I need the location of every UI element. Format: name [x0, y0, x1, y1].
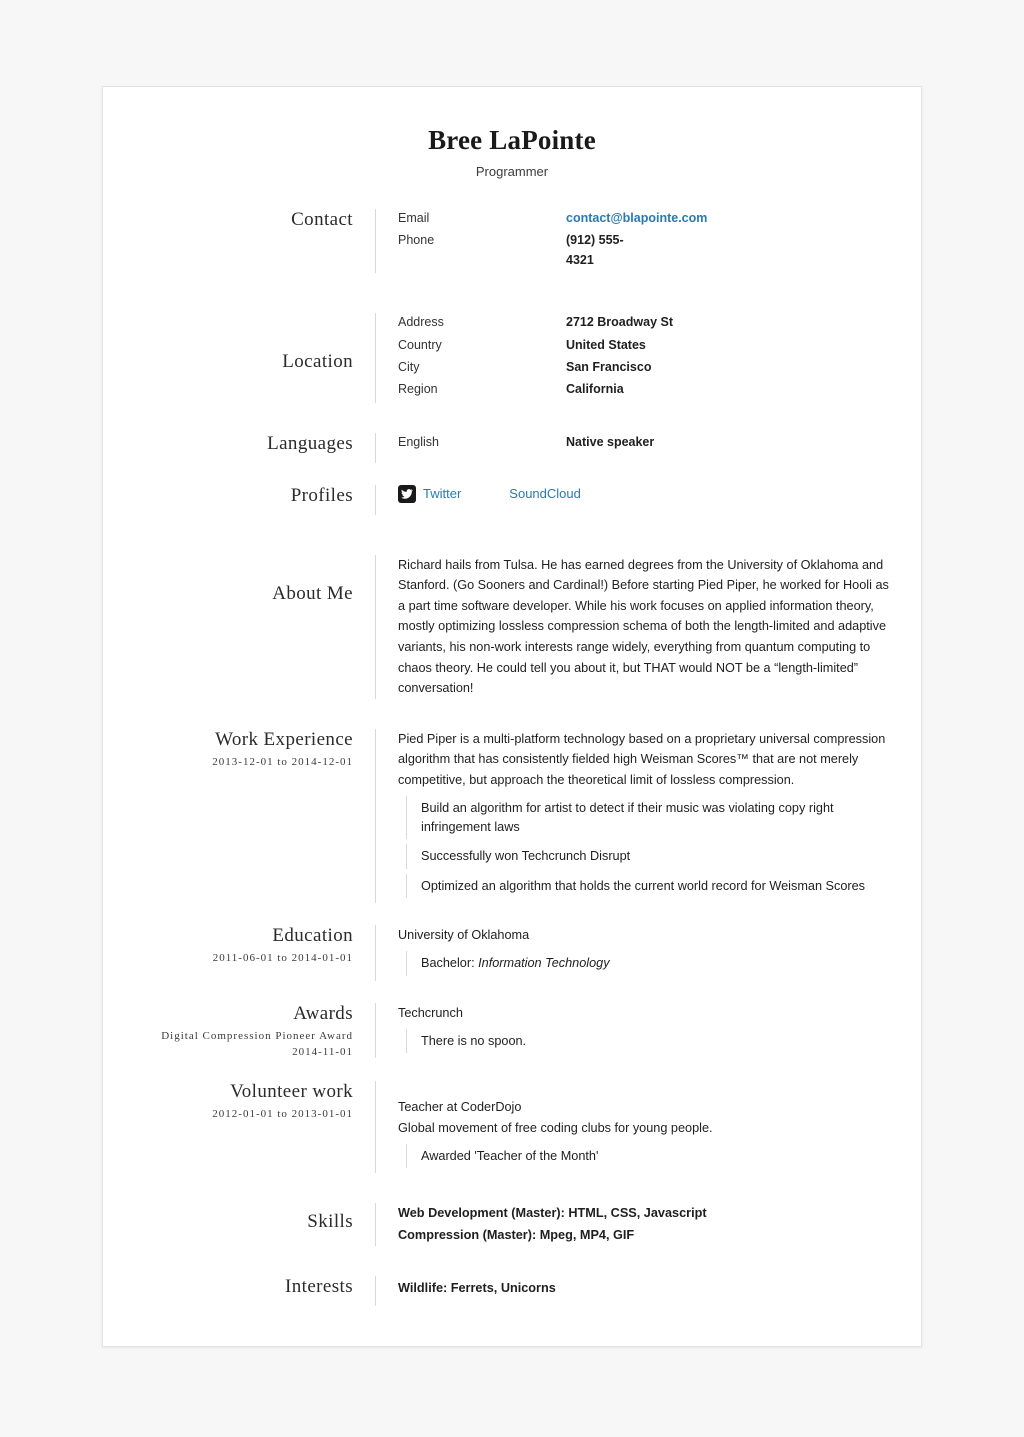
section-title-work: Work Experience	[215, 728, 353, 750]
languages-content	[375, 433, 897, 463]
section-languages	[103, 433, 921, 463]
skills-label-col	[127, 1203, 375, 1233]
work-highlights	[398, 796, 897, 898]
section-work	[103, 729, 921, 903]
awards-title-line: Digital Compression Pioneer Award	[161, 1029, 353, 1042]
awards-details	[398, 1029, 897, 1053]
languages-value-english: Native speaker	[566, 434, 655, 449]
education-label-col	[127, 925, 375, 966]
about-label-col	[127, 555, 375, 605]
interests-content	[375, 1276, 897, 1306]
work-date-range: 2013-12-01 to 2014-12-01	[212, 755, 353, 768]
location-key-region: Region	[398, 382, 438, 397]
location-value-region: California	[566, 382, 624, 397]
profile-link-twitter[interactable]: Twitter	[423, 486, 462, 502]
location-content	[375, 313, 897, 403]
interests-label-col	[127, 1276, 375, 1298]
page-title: Bree LaPointe	[428, 125, 596, 155]
languages-row-english	[398, 433, 897, 452]
awards-date: 2014-11-01	[292, 1045, 353, 1058]
job-title: Programmer	[475, 164, 549, 179]
skill-line-web: Web Development (Master): HTML, CSS, Javascript	[398, 1206, 707, 1221]
volunteer-highlights	[398, 1144, 897, 1168]
education-date-range: 2011-06-01 to 2014-01-01	[212, 952, 353, 965]
education-institution: University of Oklahoma	[398, 928, 530, 943]
profiles-content	[375, 485, 897, 515]
location-value-city: San Francisco	[566, 359, 652, 374]
languages-key-english: English	[398, 434, 439, 449]
contact-label-col	[127, 209, 375, 231]
section-title-contact: Contact	[291, 209, 353, 230]
awards-content	[375, 1003, 897, 1059]
profile-link-soundcloud[interactable]: SoundCloud	[509, 486, 581, 502]
section-title-awards: Awards	[293, 1002, 353, 1024]
education-content	[375, 925, 897, 981]
contact-value-phone: (912) 555-4321	[566, 233, 624, 267]
location-row-country	[398, 336, 897, 355]
skills-content	[375, 1203, 897, 1246]
section-title-location: Location	[282, 351, 353, 373]
location-row-region	[398, 380, 897, 399]
awards-label-col	[127, 1003, 375, 1060]
section-awards	[103, 1003, 921, 1060]
location-value-address: 2712 Broadway St	[566, 315, 673, 330]
section-title-languages: Languages	[267, 432, 353, 454]
contact-key-phone: Phone	[398, 233, 435, 248]
about-text: Richard hails from Tulsa. He has earned degrees from the University of Oklahoma and Stanford. (Go Sooners and Cardinal!) Before starting Pied Piper, he worked for Hooli as a part time software developer. While his work focuses on applied information theory, mostly optimizing lossless compression schema of both the length-limited and adaptive variants, his non-work interests range widely, everything from quantum computing to chaos theory. He could tell you about it, but THAT would NOT be a “length-limited” conversation!	[398, 557, 889, 696]
volunteer-summary: Global movement of free coding clubs for young people.	[398, 1120, 713, 1135]
section-profiles	[103, 485, 921, 515]
section-location	[103, 313, 921, 403]
list-item: Awarded 'Teacher of the Month'	[406, 1144, 897, 1168]
location-key-country: Country	[398, 337, 442, 352]
list-item: Optimized an algorithm that holds the current world record for Weisman Scores	[406, 874, 897, 898]
section-title-about: About Me	[272, 582, 353, 604]
resume-header	[103, 113, 921, 187]
section-title-profiles: Profiles	[290, 484, 353, 506]
location-row-city	[398, 358, 897, 377]
contact-row-email	[398, 209, 897, 228]
about-content	[375, 555, 897, 699]
contact-value-email[interactable]: contact@blapointe.com	[566, 211, 708, 225]
list-item: Build an algorithm for artist to detect if their music was violating copy right infringement laws	[406, 796, 897, 839]
section-interests	[103, 1276, 921, 1306]
work-content	[375, 729, 897, 903]
location-value-country: United States	[566, 337, 646, 352]
section-title-education: Education	[272, 925, 353, 947]
list-item: Successfully won Techcrunch Disrupt	[406, 844, 897, 868]
profiles-label-col	[127, 485, 375, 507]
volunteer-label-col	[127, 1081, 375, 1122]
awards-awarder: Techcrunch	[398, 1005, 463, 1020]
section-contact	[103, 209, 921, 273]
volunteer-position: Teacher at CoderDojo	[398, 1100, 522, 1115]
work-summary: Pied Piper is a multi-platform technology based on a proprietary universal compression algorithm that has consistently fielded high Weisman Scores™ that are not merely competitive, but approach the theoretical limit of lossless compression.	[398, 731, 886, 787]
contact-row-phone	[398, 231, 897, 270]
location-row-address	[398, 313, 897, 332]
profile-item-soundcloud[interactable]	[509, 486, 581, 501]
list-item	[406, 951, 897, 975]
education-degree-area: Information Technology	[478, 956, 610, 971]
contact-content	[375, 209, 897, 273]
section-title-interests: Interests	[285, 1276, 353, 1298]
list-item: There is no spoon.	[406, 1029, 897, 1053]
twitter-icon	[398, 485, 416, 503]
location-key-city: City	[398, 359, 420, 374]
education-degree-label: Bachelor:	[421, 956, 475, 971]
section-education	[103, 925, 921, 981]
volunteer-date-range: 2012-01-01 to 2013-01-01	[212, 1108, 353, 1121]
section-title-volunteer: Volunteer work	[230, 1081, 353, 1103]
section-title-skills: Skills	[307, 1211, 353, 1233]
section-skills	[103, 1203, 921, 1246]
section-about	[103, 555, 921, 699]
interest-line-wildlife: Wildlife: Ferrets, Unicorns	[398, 1281, 556, 1296]
section-volunteer	[103, 1081, 921, 1173]
education-details	[398, 951, 897, 975]
location-label-col	[127, 313, 375, 373]
work-label-col	[127, 729, 375, 770]
profiles-row	[398, 485, 897, 503]
profile-item-twitter[interactable]	[398, 485, 461, 503]
contact-key-email: Email	[398, 211, 430, 225]
skill-line-compression: Compression (Master): Mpeg, MP4, GIF	[398, 1227, 635, 1242]
location-key-address: Address	[398, 315, 444, 330]
volunteer-content	[375, 1081, 897, 1173]
languages-label-col	[127, 433, 375, 455]
resume-page	[102, 86, 922, 1347]
